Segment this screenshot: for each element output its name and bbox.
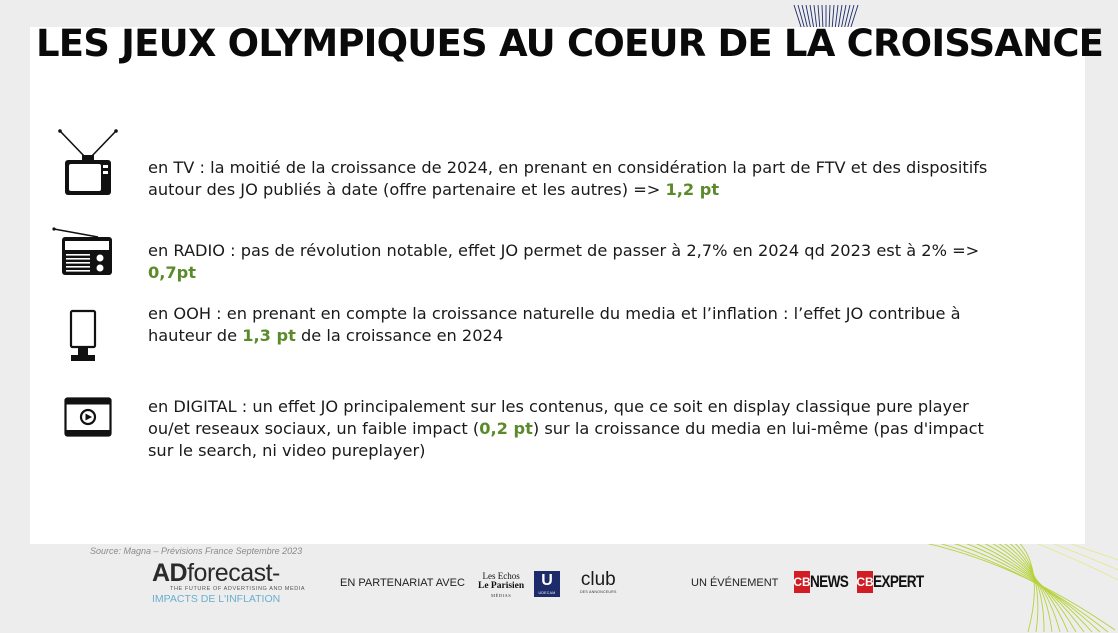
item-radio [30, 225, 1085, 285]
video-player-icon [64, 397, 112, 437]
lesechos-text: Les Echos [482, 571, 520, 581]
item-radio-lead: en RADIO : pas de révolution notable, effet JO permet de passer à 2,7% en 2024 qd 2023 est à 2% => [148, 241, 980, 260]
ad-forecast-logo [152, 560, 305, 605]
club-mark: club [580, 569, 616, 590]
udecam-mark: U [541, 572, 553, 589]
item-text-radio [148, 240, 1008, 284]
ad-mark: AD [152, 559, 188, 587]
leparisien-text: Le Parisien [478, 581, 525, 591]
ad-forecast-tagline: THE FUTURE OF ADVERTISING AND MEDIA [170, 586, 306, 592]
item-radio-value: 0,7pt [148, 263, 197, 282]
source-note: Source: Magna – Prévisions France Septembre 2023 [90, 546, 303, 556]
partner-label: EN PARTENARIAT AVEC [340, 577, 465, 589]
item-digital-value: 0,2 pt [479, 419, 533, 438]
ad-forecast-wordmark [152, 560, 305, 586]
cbexpert-word: EXPERT [873, 572, 924, 591]
udecam-text: UDECAM [538, 591, 556, 595]
tv-icon [50, 125, 126, 197]
cbexpert-box: CB [857, 571, 873, 593]
item-tv-lead: en TV : la moitié de la croissance de 2024, en prenant en considération la part de FTV et des dispositifs autour des JO publiés à date (offre partenaire et les autres) => [148, 158, 988, 199]
item-text-tv [148, 157, 1008, 201]
item-text-digital [148, 396, 1008, 462]
cbexpert-logo [857, 570, 936, 594]
radio-icon [50, 225, 116, 277]
club-annonceurs-logo [580, 570, 617, 594]
club-text: DES ANNONCEURS [580, 590, 617, 594]
forecast-mark: forecast- [187, 559, 280, 587]
ad-forecast-subtitle: IMPACTS DE L'INFLATION [152, 593, 281, 605]
item-ooh-tail: de la croissance en 2024 [295, 326, 504, 345]
item-tv [30, 125, 1085, 205]
item-digital [30, 395, 1085, 465]
item-ooh-value: 1,3 pt [242, 326, 296, 345]
cbnews-box: CB [794, 571, 810, 593]
item-ooh-lead: en OOH : en prenant en compte la croissance naturelle du media et l’inflation : l’effet JO contribue à hauteur de [148, 304, 961, 345]
page-title: LES JEUX OLYMPIQUES AU COEUR DE LA CROISSANCE [36, 22, 1104, 65]
item-digital-tail: ) sur la croissance du media en lui-même (pas d'impact sur le search, ni video pureplayer) [148, 419, 984, 460]
medias-text: MÉDIAS [490, 593, 512, 598]
item-text-ooh [148, 303, 1008, 347]
content-card [30, 27, 1085, 544]
billboard-icon [68, 309, 98, 363]
cbnews-logo [794, 570, 858, 594]
cbnews-word: NEWS [810, 572, 849, 591]
event-label: UN ÉVÉNEMENT [691, 577, 779, 589]
udecam-logo [534, 571, 560, 597]
item-ooh [30, 305, 1085, 365]
lesechos-leparisien-logo [478, 571, 524, 601]
item-tv-value: 1,2 pt [665, 180, 720, 199]
item-digital-lead: en DIGITAL : un effet JO principalement sur les contenus, que ce soit en display classique pure player ou/et reseaux sociaux, un faible impact ( [148, 397, 969, 438]
